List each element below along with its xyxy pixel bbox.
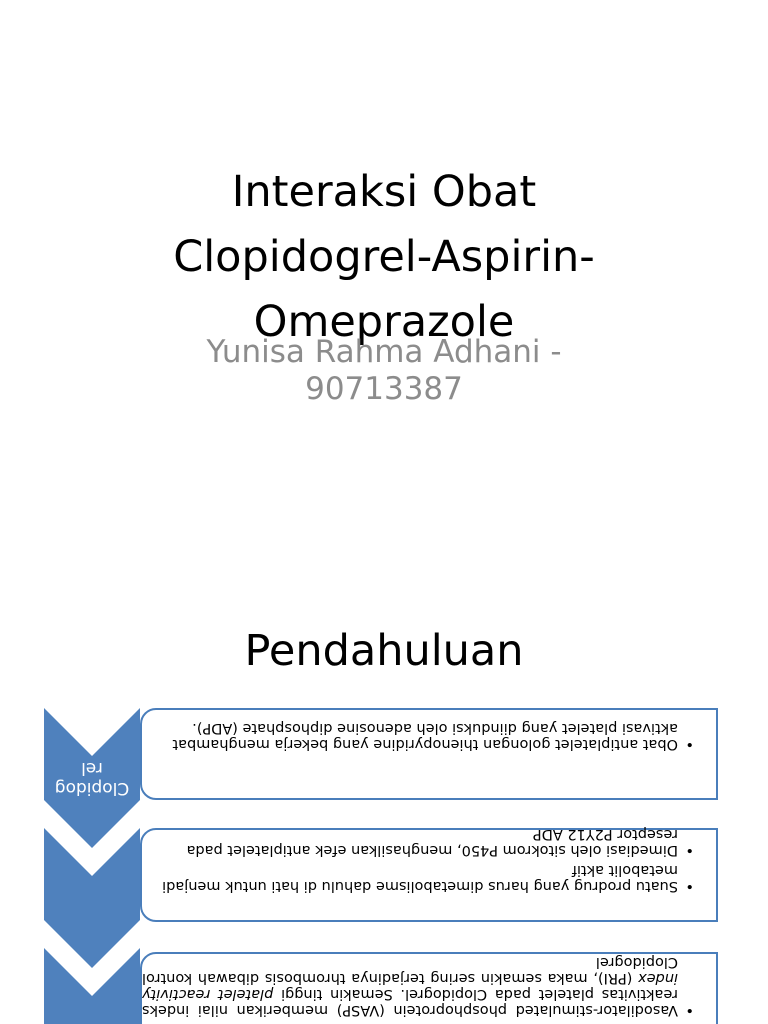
- content-slide: [0, 580, 768, 1024]
- chevron-shape: [44, 828, 140, 968]
- section-title: Pendahuluan: [244, 626, 524, 676]
- bullet-item: • Suatu prodrug yang harus dimetabolisme dahulu di hati untuk menjadi metabolit aktif: [158, 862, 698, 894]
- bullet-text: (PRI), maka semakin sering terjadinya thrombosis dibawah kontrol Clopidogrel: [142, 954, 678, 986]
- chevron-label: [44, 758, 140, 798]
- chevron-label-line: rel: [81, 758, 103, 778]
- panel-text: [158, 826, 698, 894]
- content-panel: [140, 708, 718, 800]
- subtitle-line: Yunisa Rahma Adhani -: [206, 334, 562, 370]
- bullet-item: • Obat antiplatelet golongan thienopyridine yang bekerja menghambat aktivasi platelet yang diinduksi oleh adenosine diphosphate (ADP).: [158, 720, 698, 752]
- slide-title-line: Clopidogrel-Aspirin-: [173, 232, 595, 282]
- bullet-text: Vasodilator-stimulated phosphoprotein (VASP) memberikan nilai indeks reaktivitas platelet pada Clopidogrel. Semakin tinggi: [142, 986, 678, 1018]
- chevron-shape: [44, 948, 140, 1024]
- subtitle-line: 90713387: [305, 371, 463, 407]
- panel-text: [158, 720, 698, 752]
- bullet-item: • Dimediasi oleh sitokrom P450, menghasilkan efek antiplatelet pada reseptor P2Y12 ADP: [158, 826, 698, 858]
- slide-title-line: Interaksi Obat: [231, 167, 537, 217]
- chevron-label-line: Clopidog: [54, 778, 130, 798]
- bullet-item: [142, 954, 698, 1018]
- bullet-italic-text: platelet reactivity index: [142, 970, 678, 1002]
- content-panel: [140, 828, 718, 922]
- slide-subtitle: [120, 334, 648, 408]
- panel-text: [142, 954, 698, 1018]
- smartart-diagram: [0, 706, 768, 1024]
- slide-title-line: Omeprazole: [253, 297, 515, 347]
- slide-title: [60, 160, 708, 355]
- content-panel: [140, 952, 718, 1024]
